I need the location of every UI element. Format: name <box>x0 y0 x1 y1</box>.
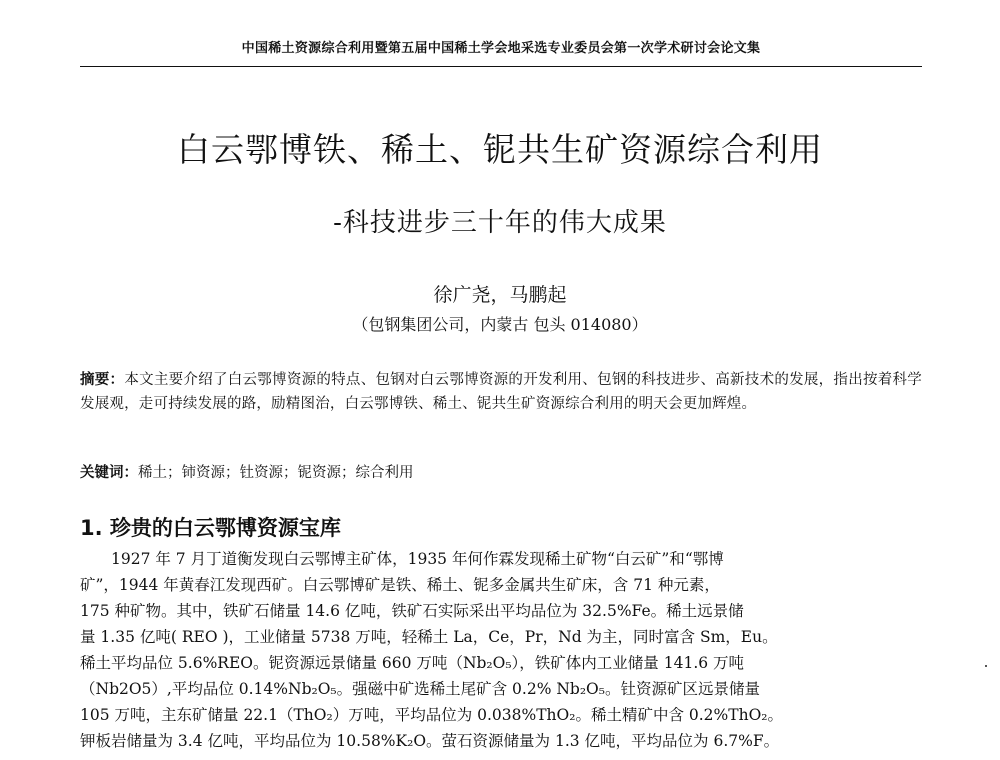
abstract <box>80 368 922 416</box>
header-rule <box>80 66 922 67</box>
keywords-label: 关键词： <box>80 464 138 481</box>
section-body <box>80 546 922 754</box>
paper-title: 白云鄂博铁、稀土、铌共生矿资源综合利用 <box>177 130 823 169</box>
body-line: 钾板岩储量为 3.4 亿吨，平均品位为 10.58%K₂O。萤石资源储量为 1.3 亿吨，平均品位为 6.7%F。 <box>80 732 780 750</box>
body-line: 稀土平均品位 5.6%REO。铌资源远景储量 660 万吨（Nb₂O₅），铁矿体内工业储量 141.6 万吨 <box>80 654 745 672</box>
body-line: （Nb2O5）,平均品位 0.14%Nb₂O₅。强磁中矿选稀土尾矿含 0.2% Nb₂O₅。钍资源矿区远景储量 <box>80 680 760 698</box>
body-line: 1927 年 7 月丁道衡发现白云鄂博主矿体，1935 年何作霖发现稀土矿物“白云矿”和“鄂博 <box>111 550 724 568</box>
abstract-text: 本文主要介绍了白云鄂博资源的特点、包钢对白云鄂博资源的开发利用、包钢的科技进步、高新技术的发展，指出按着科学发展观，走可持续发展的路，励精图治，白云鄂博铁、稀土、铌共生矿资源综合利用的明天会更加辉煌。 <box>80 372 922 412</box>
body-line: 175 种矿物。其中，铁矿石储量 14.6 亿吨，铁矿石实际采出平均品位为 32.5%Fe。稀土远景储 <box>80 602 744 620</box>
body-line: 105 万吨，主东矿储量 22.1（ThO₂）万吨，平均品位为 0.038%ThO₂。稀土精矿中含 0.2%ThO₂。 <box>80 706 784 724</box>
body-line: 量 1.35 亿吨( REO )，工业储量 5738 万吨，轻稀土 La，Ce，Pr，Nd 为主，同时富含 Sm，Eu。 <box>80 628 778 646</box>
section-heading: 1. 珍贵的白云鄂博资源宝库 <box>80 516 341 540</box>
body-line: 矿”，1944 年黄春江发现西矿。白云鄂博矿是铁、稀土、铌多金属共生矿床，含 71 种元素， <box>80 576 720 594</box>
affiliation: （包钢集团公司，内蒙古 包头 014080） <box>352 315 648 334</box>
scan-speck <box>985 665 987 667</box>
abstract-label: 摘要： <box>80 371 125 388</box>
authors: 徐广尧，马鹏起 <box>433 284 567 306</box>
running-header: 中国稀土资源综合利用暨第五届中国稀土学会地采选专业委员会第一次学术研讨会论文集 <box>241 41 761 56</box>
paper-subtitle: -科技进步三十年的伟大成果 <box>333 208 667 238</box>
keywords-text: 稀土；铈资源；钍资源；铌资源；综合利用 <box>138 465 414 481</box>
keywords <box>80 461 922 485</box>
